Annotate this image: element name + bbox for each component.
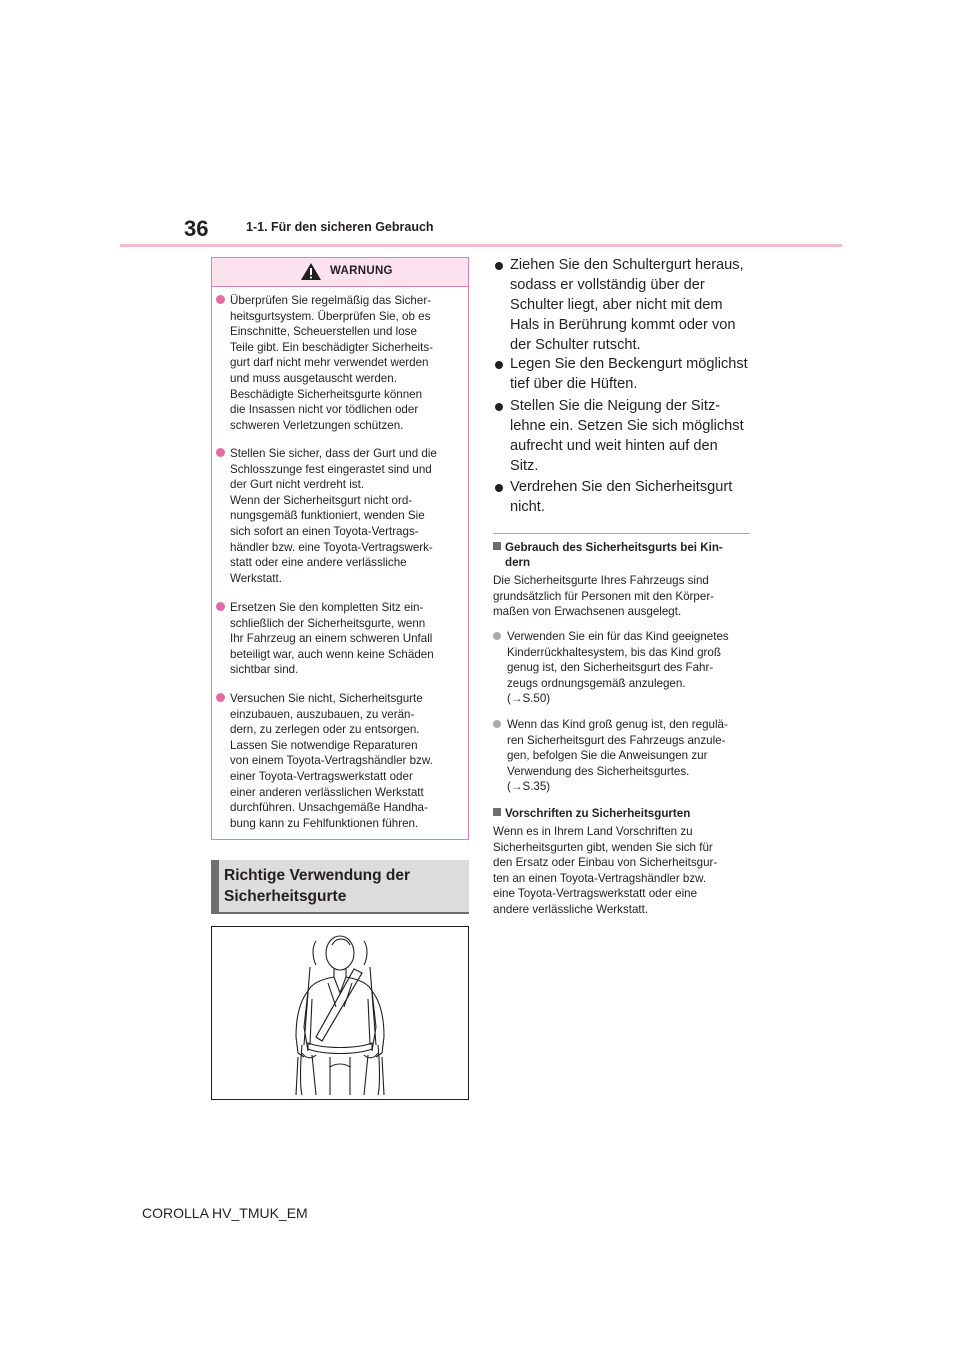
list-item-text: Wenn das Kind groß genug ist, den regulä- ren Sicherheitsgurt des Fahrzeugs anzule- gen, befolgen Sie die Anweisungen zur Verwendung des Sicherheitsgurtes. (→S.35): [507, 718, 728, 794]
paragraph: Die Sicherheitsgurte Ihres Fahrzeugs sind grundsätzlich für Personen mit den Körper- maßen von Erwachsenen ausgelegt.: [493, 574, 715, 619]
bullet-icon: [216, 448, 225, 457]
paragraph: Wenn es in Ihrem Land Vorschriften zu Sicherheitsgurten gibt, wenden Sie sich für den Ersatz oder Einbau von Sicherheitsgur- ten an einen Toyota-Vertragshändler bzw. eine Toyota-Vertragswerkstatt oder eine andere verlässliche Werkstatt.: [493, 825, 718, 916]
warning-icon: [300, 262, 322, 281]
footer-model-code: COROLLA HV_TMUK_EM: [142, 1205, 308, 1221]
warning-item-text: Versuchen Sie nicht, Sicherheitsgurte einzubauen, auszubauen, zu verän- dern, zu zerlegen oder zu entsorgen. Lassen Sie notwendige Reparaturen von einem Toyota-Vertragshändler bzw. einer Toyota-Vertragswerkstatt oder einer anderen verlässlichen Werkstatt durchführen. Unsachgemäße Handha- bung kann zu Fehlfunktionen führen.: [230, 692, 433, 830]
instruction-text: Legen Sie den Beckengurt möglichst tief über die Hüften.: [510, 356, 748, 392]
section-heading-text: Richtige Verwendung der Sicherheitsgurte: [224, 867, 411, 905]
square-bullet-icon: [493, 542, 501, 550]
bullet-icon: [216, 295, 225, 304]
warning-label: WARNUNG: [330, 265, 393, 277]
bullet-icon: [493, 632, 501, 640]
square-bullet-icon: [493, 808, 501, 816]
instruction-text: Ziehen Sie den Schultergurt heraus, sodass er vollständig über der Schulter liegt, aber nicht mit dem Hals in Berührung kommt oder von der Schulter rutscht.: [510, 257, 744, 353]
bullet-icon: [495, 361, 503, 369]
subsection-heading-text: Gebrauch des Sicherheitsgurts bei Kin- dern: [505, 541, 723, 569]
section-heading-marker: [211, 860, 219, 912]
instruction-text: Stellen Sie die Neigung der Sitz- lehne ein. Setzen Sie sich möglichst aufrecht und weit hinten auf den Sitz.: [510, 398, 744, 474]
bullet-icon: [495, 262, 503, 270]
header-divider: [120, 244, 842, 247]
warning-header: [212, 258, 468, 287]
bullet-icon: [495, 484, 503, 492]
bullet-icon: [216, 602, 225, 611]
subsection-heading-text: Vorschriften zu Sicherheitsgurten: [505, 807, 691, 820]
warning-box: [211, 257, 469, 840]
instruction-text: Verdrehen Sie den Sicherheitsgurt nicht.: [510, 479, 733, 515]
seatbelt-illustration: [211, 926, 469, 1100]
warning-item-text: Stellen Sie sicher, dass der Gurt und die Schlosszunge fest eingerastet sind und der Gurt nicht verdreht ist. Wenn der Sicherheitsgurt nicht ord- nungsgemäß funktioniert, wenden Sie sich sofort an einen Toyota-Vertrags- händler bzw. eine Toyota-Vertragswerk- statt oder eine andere verlässliche Werkstatt.: [230, 447, 437, 585]
list-item-text: Verwenden Sie ein für das Kind geeignetes Kinderrückhaltesystem, bis das Kind groß genug ist, den Sicherheitsgurt des Fahr- zeugs ordnungsgemäß anzulegen. (→S.50): [507, 630, 729, 706]
seated-person-illustration: [212, 927, 468, 1099]
section-title: 1-1. Für den sicheren Gebrauch: [246, 220, 434, 234]
bullet-icon: [216, 693, 225, 702]
bullet-icon: [495, 403, 503, 411]
divider: [493, 533, 750, 534]
warning-item-text: Ersetzen Sie den kompletten Sitz ein- schließlich der Sicherheitsgurte, wenn Ihr Fahrzeug an einem schweren Unfall beteiligt war, auch wenn keine Schäden sichtbar sind.: [230, 601, 434, 677]
page-number: 36: [184, 216, 209, 241]
warning-item-text: Überprüfen Sie regelmäßig das Sicher- heitsgurtsystem. Überprüfen Sie, ob es Einschnitte, Scheuerstellen und lose Teile gibt. Ein beschädigter Sicherheits- gurt darf nicht mehr verwendet werden und muss ausgetauscht werden. Beschädigte Sicherheitsgurte können die Insassen nicht vor tödlichen oder schweren Verletzungen schützen.: [230, 294, 433, 432]
bullet-icon: [493, 720, 501, 728]
section-heading: [211, 860, 469, 914]
